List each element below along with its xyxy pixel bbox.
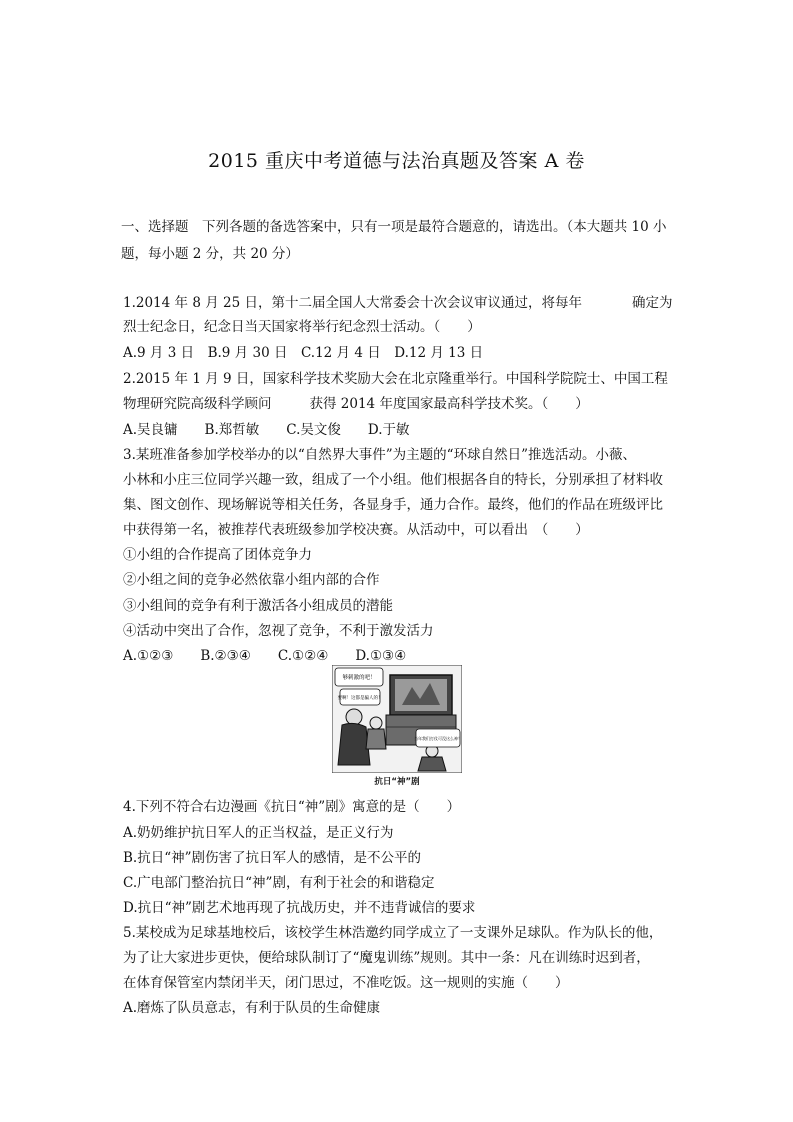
question-3-line-1: 3.某班准备参加学校举办的以“自然界大事件”为主题的“环球自然日”推选活动。小薇、 [123,447,636,463]
child-figure [370,717,382,729]
question-4-line-1: 4.下列不符合右边漫画《抗日“神”剧》寓意的是（ ） [123,799,461,815]
question-5-option-a: A.磨炼了队员意志，有利于队员的生命健康 [123,1000,381,1016]
question-4-option-d: D.抗日“神”剧艺术地再现了抗战历史，并不违背诚信的要求 [123,900,476,916]
question-1-text-b: 确定为 [631,295,673,311]
comic-bubble-3: 当年我们打仗可没这么神！ [414,736,462,741]
question-1-line-1 [123,293,672,313]
question-4-option-b: B.抗日“神”剧伤害了抗日军人的感情，是不公平的 [123,850,422,866]
question-2-line-1: 2.2015 年 1 月 9 日，国家科学技术奖励大会在北京隆重举行。中国科学院院士、中国工程 [123,371,668,387]
comic-caption: 抗日“神”剧 [374,777,420,787]
question-3-statement-3: ③小组间的竞争有利于激活各小组成员的潜能 [123,598,393,614]
question-3-statement-1: ①小组的合作提高了团体竞争力 [123,547,312,563]
question-3-options: A.①②③ B.②③④ C.①②④ D.①③④ [123,648,407,664]
question-2-options: A.吴良镛 B.郑哲敏 C.吴文俊 D.于敏 [123,422,410,438]
question-3-statement-4: ④活动中突出了合作，忽视了竞争，不利于激发活力 [123,623,434,639]
question-2-text-b: 获得 2014 年度国家最高科学技术奖。（ ） [309,396,589,412]
question-5-line-3: 在体育保管室内禁闭半天，闭门思过，不准吃饭。这一规则的实施（ ） [123,975,569,991]
section-instruction-line-1: 一、选择题 下列各题的备选答案中，只有一项是最符合题意的，请选出。（本大题共 10 小 [121,219,667,235]
question-2-text-a: 物理研究院高级科学顾问 [123,396,272,412]
question-5-line-2: 为了让大家进步更快，便给球队制订了“魔鬼训练”规则。其中一条：凡在训练时迟到者， [123,950,650,966]
comic-bubble-2: 要啊！这都是骗人的！ [337,696,383,701]
question-3-line-4: 中获得第一名，被推荐代表班级参加学校决赛。从活动中，可以看出 （ ） [123,522,589,538]
question-3-line-2: 小林和小庄三位同学兴趣一致，组成了一个小组。他们根据各自的特长，分别承担了材料收 [123,472,663,488]
comic-bubble-1: 够刺激的吧！ [342,675,376,681]
grandmother-figure [346,709,362,725]
question-3-line-3: 集、图文创作、现场解说等相关任务，各显身手，通力合作。最终，他们的作品在班级评比 [123,497,663,513]
comic-illustration [332,665,462,773]
question-1-line-2: 烈士纪念日，纪念日当天国家将举行纪念烈士活动。（ ） [123,319,481,335]
question-4-option-c: C.广电部门整治抗日“神”剧，有利于社会的和谐稳定 [123,875,435,891]
document-title: 2015 重庆中考道德与法治真题及答案 A 卷 [208,150,585,172]
question-5-line-1: 5.某校成为足球基地校后，该校学生林浩邀约同学成立了一支课外足球队。作为队长的他， [123,925,663,941]
section-instruction-line-2: 题，每小题 2 分，共 20 分） [121,246,299,262]
question-1-options: A.9 月 3 日 B.9 月 30 日 C.12 月 4 日 D.12 月 13 日 [123,345,484,361]
question-4-option-a: A.奶奶维护抗日军人的正当权益，是正义行为 [123,825,394,841]
question-3-statement-2: ②小组之间的竞争必然依靠小组内部的合作 [123,572,380,588]
question-2-line-2 [123,394,589,414]
question-1-text-a: 1.2014 年 8 月 25 日，第十二届全国人大常委会十次会议审议通过，将每年 [123,295,582,311]
